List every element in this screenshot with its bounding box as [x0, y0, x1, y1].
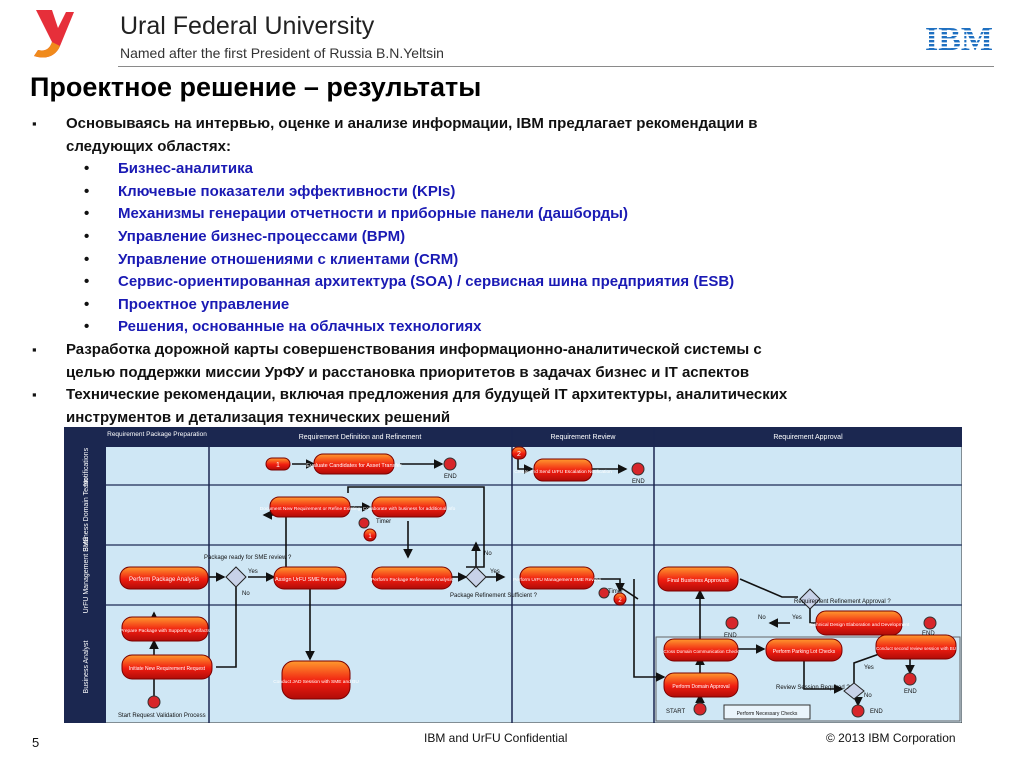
task-necessary-checks: Perform Necessary Checks [736, 711, 798, 717]
task-refinement-analysis: Perform Package Refinement Analysis [371, 578, 453, 583]
label-yes: Yes [490, 569, 500, 575]
tech-line-1: ▪ Технические рекомендации, включая предложения для будущей IT архитектуры, аналитических [66, 386, 788, 404]
label-end: END [904, 689, 917, 695]
label-yes: Yes [864, 665, 874, 671]
header-divider [118, 66, 994, 67]
task-collaborate: Collaborate with business for additional info [362, 507, 456, 512]
task-initiate-request: Initiate New Requirement Request [128, 666, 206, 672]
area-item: • Ключевые показатели эффективности (KPIs) [32, 181, 962, 204]
area-item: • Механизмы генерации отчетности и приборные панели (дашборды) [32, 203, 962, 226]
phase-review: Requirement Review [550, 434, 616, 441]
label-yes: Yes [248, 569, 258, 575]
lane-notifications: Notifications [83, 447, 90, 487]
task-management-review: Perform UrFU Management SME Review [513, 578, 601, 583]
slide-title: Проектное решение – результаты [30, 72, 482, 102]
task-jad-session: Conduct JAD Session with SME and BU [273, 680, 359, 685]
label-timer: Timer [608, 589, 624, 595]
start-event [148, 696, 160, 708]
label-no: No [242, 591, 250, 597]
university-name: Ural Federal University [120, 12, 375, 40]
area-item: • Решения, основанные на облачных технологиях [32, 316, 962, 339]
end-event [924, 617, 936, 629]
start-event [694, 703, 706, 715]
area-item: • Сервис-ориентированная архитектура (SOA) / сервисная шина предприятия (ESB) [32, 271, 962, 294]
label-end: END [724, 633, 737, 639]
task-domain-approval: Perform Domain Approval [672, 684, 730, 690]
label-timer: Timer [376, 519, 392, 525]
label-yes: Yes [792, 615, 802, 621]
task-second-review: Conduct second review session with BU [875, 646, 957, 651]
svg-text:1: 1 [368, 534, 372, 540]
label-end: END [632, 479, 645, 485]
label-end: END [922, 631, 935, 637]
roadmap-line-1: ▪ Разработка дорожной карты совершенствования информационно-аналитической системы с [66, 340, 762, 358]
intro-bullet [32, 113, 962, 158]
label-package-sufficient: Package Refinement Sufficient ? [450, 593, 537, 599]
label-no: No [484, 551, 492, 557]
svg-text:2: 2 [618, 598, 622, 604]
roadmap-bullet [32, 339, 962, 384]
phase-definition: Requirement Definition and Refinement [298, 434, 422, 441]
timer-icon [359, 518, 369, 528]
label-end: END [870, 709, 883, 715]
task-technical-design: Technical Design Elaboration and Development [808, 623, 910, 628]
tech-line-2: инструментов и детализация технических решений [66, 408, 451, 426]
label-no: No [864, 693, 872, 699]
area-item: • Бизнес-аналитика [32, 158, 962, 181]
label-package-ready: Package ready for SME review ? [204, 555, 292, 561]
task-assign: Assign UrFU SME for review [275, 577, 345, 583]
intro-line-2: следующих областях: [66, 137, 231, 155]
task-document: Document New Requirement or Refine Existing [259, 507, 361, 512]
task-final-approval: Final Business Approvals [667, 578, 729, 584]
phase-approval: Requirement Approval [773, 434, 843, 441]
area-item: • Управление бизнес-процессами (BPM) [32, 226, 962, 249]
label-no: No [758, 615, 766, 621]
area-item: • Проектное управление [32, 294, 962, 317]
end-event [904, 673, 916, 685]
task-evaluate: Evaluate Candidates for Asset Transfer [306, 463, 402, 469]
tech-bullet [32, 384, 962, 429]
end-event [852, 705, 864, 717]
label-end: END [444, 474, 457, 480]
label-refinement-approval: Requirement Refinement Approval ? [794, 599, 891, 605]
task-perform-analysis: Perform Package Analysis [128, 577, 200, 583]
svg-text:1: 1 [276, 462, 280, 469]
lane-management-sme: UrFU Management SME [83, 536, 90, 614]
end-event [632, 463, 644, 475]
task-parking-lot: Perform Parking Lot Checks [772, 649, 836, 655]
page-number: 5 [32, 735, 40, 750]
confidential-label: IBM and UrFU Confidential [424, 731, 568, 745]
roadmap-line-2: целью поддержки миссии УрФУ и расстановка приоритетов в задачах бизнес и IT аспектов [66, 363, 750, 381]
phase-package-prep: Requirement Package Preparation [107, 431, 207, 438]
svg-text:2: 2 [517, 451, 521, 458]
university-subtitle: Named after the first President of Russia B.N.Yeltsin [120, 45, 444, 61]
svg-text:IBM: IBM [925, 21, 993, 54]
label-start-request: Start Request Validation Process [118, 713, 206, 719]
process-diagram [64, 427, 962, 723]
label-review-session: Review Session Required ? [776, 685, 850, 691]
lane-business-analyst: Business Analyst [83, 640, 90, 694]
ibm-logo [924, 20, 994, 54]
task-create-notification: Create and Send UrFU Escalation Notification [514, 470, 612, 475]
copyright-label: © 2013 IBM Corporation [826, 731, 956, 745]
intro-line-1: ▪ Основываясь на интервью, оценке и анализе информации, IBM предлагает рекомендации в [66, 115, 758, 132]
task-cross-domain: Cross Domain Communication Check [663, 649, 739, 654]
label-start: START [666, 709, 686, 715]
task-prepare-package: Prepare Package with Supporting Artifacts [120, 629, 210, 634]
end-event [444, 458, 456, 470]
bullet-list [32, 113, 962, 429]
urfu-logo-icon [28, 6, 80, 60]
lane-business-domain: Business Domain Team [83, 478, 90, 552]
end-event [726, 617, 738, 629]
area-item: • Управление отношениями с клиентами (CRM) [32, 249, 962, 272]
